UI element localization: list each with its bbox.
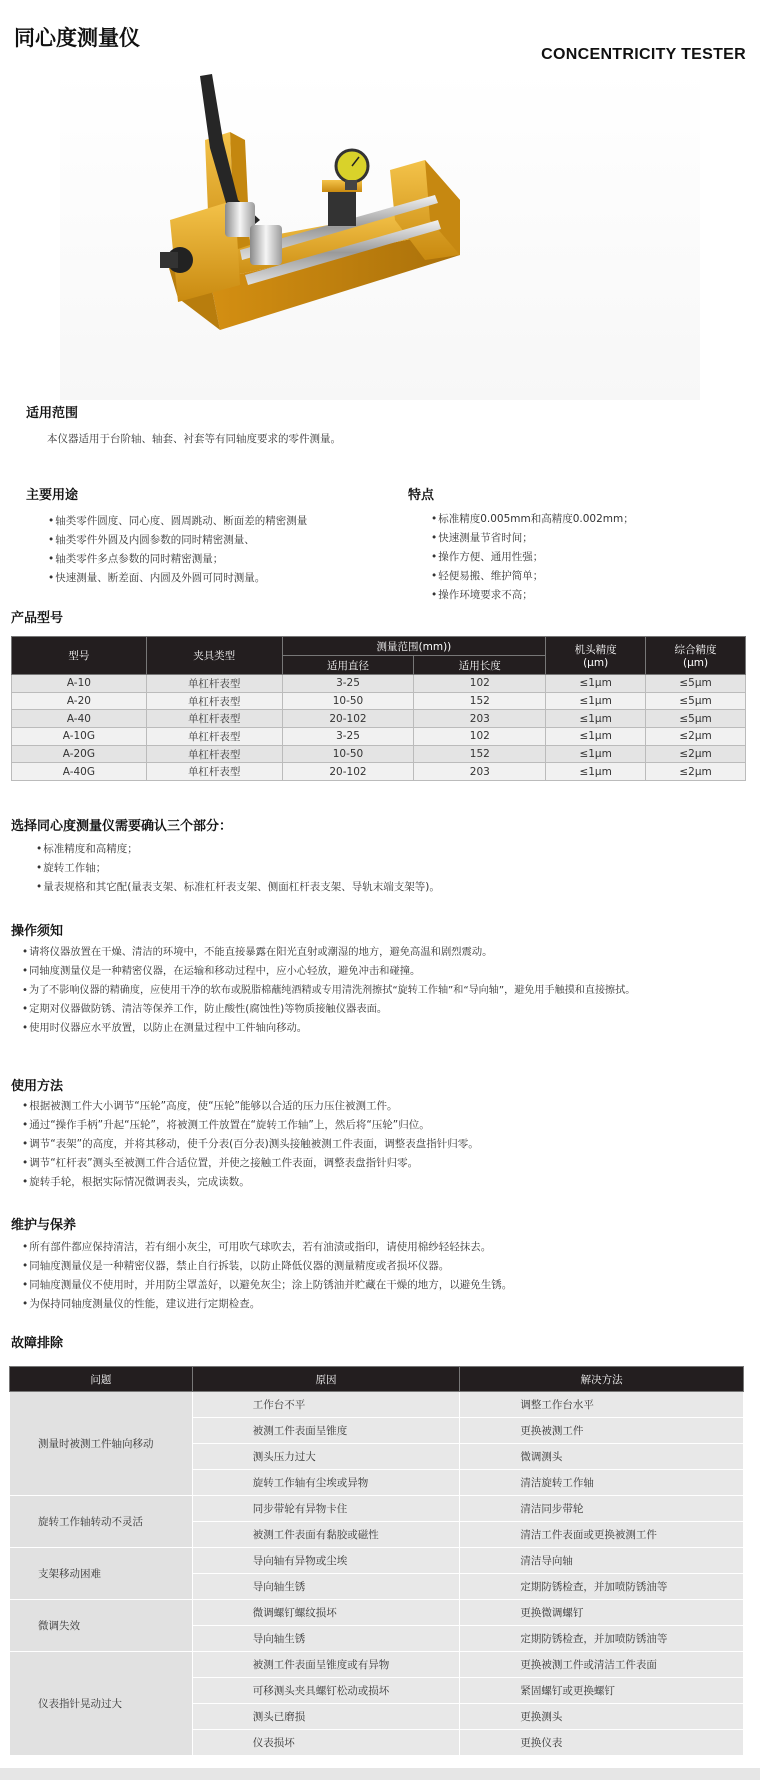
features-item: • 操作环境要求不高； [431, 586, 634, 605]
notice-item: • 同轴度测量仪是一种精密仪器，在运输和移动过程中，应小心轻放，避免冲击和碰撞。 [22, 962, 635, 981]
troubleshooting-table-body [10, 1392, 744, 1756]
table-cell: 102 [414, 675, 546, 693]
solution-cell: 微调测头 [460, 1444, 744, 1470]
table-cell: 单杠杆表型 [146, 710, 282, 728]
page-title: 同心度测量仪 [14, 26, 140, 50]
col-machine-accuracy-line2: (μm) [583, 657, 609, 669]
scope-heading: 适用范围 [26, 406, 79, 421]
usage-item: • 旋转手轮，根据实际情况微调表头，完成读数。 [22, 1173, 479, 1192]
solution-cell: 定期防锈检查，并加喷防锈油等 [460, 1574, 744, 1600]
table-cell: ≤2μm [646, 763, 746, 781]
table-cell: ≤2μm [646, 728, 746, 746]
selection-list [36, 840, 440, 897]
cause-cell: 被测工件表面呈锥度 [192, 1418, 460, 1444]
cause-cell: 测头压力过大 [192, 1444, 460, 1470]
col-total-accuracy-line1: 综合精度 [674, 644, 717, 656]
col-total-accuracy [646, 637, 746, 675]
cause-cell: 测头已磨损 [192, 1704, 460, 1730]
page-title-english: CONCENTRICITY TESTER [541, 46, 746, 63]
col-model: 型号 [12, 637, 147, 675]
scope-text: 本仪器适用于台阶轴、轴套、衬套等有同轴度要求的零件测量。 [47, 433, 341, 445]
table-cell: 单杠杆表型 [146, 675, 282, 693]
table-cell: A-20 [12, 692, 147, 710]
solution-cell: 调整工作台水平 [460, 1392, 744, 1418]
table-row [10, 1652, 744, 1678]
maintenance-item: • 所有部件都应保持清洁，若有细小灰尘，可用吹气球吹去，若有油渍或指印，请使用棉纱轻轻抹去。 [22, 1238, 512, 1257]
solution-cell: 定期防锈检查，并加喷防锈油等 [460, 1626, 744, 1652]
solution-cell: 清洁工件表面或更换被测工件 [460, 1522, 744, 1548]
cause-cell: 微调螺钉螺纹损坏 [192, 1600, 460, 1626]
table-cell: 203 [414, 763, 546, 781]
table-row [10, 1600, 744, 1626]
maintenance-heading: 维护与保养 [11, 1218, 77, 1233]
notice-item: • 请将仪器放置在干燥、清洁的环境中，不能直接暴露在阳光直射或潮湿的地方，避免高温和剧烈震动。 [22, 943, 635, 962]
col-fixture: 夹具类型 [146, 637, 282, 675]
table-cell: ≤1μm [546, 763, 646, 781]
usage-item: • 通过“操作手柄”升起“压轮”，将被测工件放置在“旋转工作轴”上，然后将“压轮”归位。 [22, 1116, 479, 1135]
models-table [11, 636, 746, 781]
features-item: • 快速测量节省时间； [431, 529, 634, 548]
table-cell: ≤1μm [546, 675, 646, 693]
solution-cell: 更换微调螺钉 [460, 1600, 744, 1626]
table-cell: 单杠杆表型 [146, 745, 282, 763]
col-problem: 问题 [10, 1367, 193, 1392]
table-cell: A-40 [12, 710, 147, 728]
col-solution: 解决方法 [460, 1367, 744, 1392]
table-cell: ≤5μm [646, 692, 746, 710]
cause-cell: 被测工件表面呈锥度或有异物 [192, 1652, 460, 1678]
table-cell: 152 [414, 692, 546, 710]
table-cell: ≤1μm [546, 745, 646, 763]
table-row [12, 710, 746, 728]
usage-item: • 根据被测工件大小调节“压轮”高度，使“压轮”能够以合适的压力压住被测工件。 [22, 1097, 479, 1116]
usage-heading: 使用方法 [11, 1079, 64, 1094]
models-heading: 产品型号 [11, 611, 64, 626]
cause-cell: 被测工件表面有黏胶或磁性 [192, 1522, 460, 1548]
table-cell: ≤1μm [546, 692, 646, 710]
table-cell: 10-50 [282, 745, 414, 763]
maintenance-item: • 同轴度测量仪不使用时，并用防尘罩盖好，以避免灰尘；涂上防锈油并贮藏在干燥的地方，以避免生锈。 [22, 1276, 512, 1295]
models-table-body [12, 675, 746, 781]
solution-cell: 清洁同步带轮 [460, 1496, 744, 1522]
col-length: 适用长度 [414, 656, 546, 675]
solution-cell: 清洁导向轴 [460, 1548, 744, 1574]
table-cell: 20-102 [282, 763, 414, 781]
solution-cell: 清洁旋转工作轴 [460, 1470, 744, 1496]
solution-cell: 更换仪表 [460, 1730, 744, 1756]
solution-cell: 更换测头 [460, 1704, 744, 1730]
solution-cell: 紧固螺钉或更换螺钉 [460, 1678, 744, 1704]
table-cell: 152 [414, 745, 546, 763]
usage-item: • 调节“杠杆表”测头至被测工件合适位置，并使之接触工件表面，调整表盘指针归零。 [22, 1154, 479, 1173]
notice-item: • 使用时仪器应水平放置，以防止在测量过程中工件轴向移动。 [22, 1019, 635, 1038]
cause-cell: 旋转工作轴有尘埃或异物 [192, 1470, 460, 1496]
table-cell: ≤2μm [646, 745, 746, 763]
table-row [12, 692, 746, 710]
footer-bar [0, 1768, 760, 1780]
selection-heading: 选择同心度测量仪需要确认三个部分： [11, 819, 233, 834]
notice-heading: 操作须知 [11, 924, 64, 939]
cause-cell: 同步带轮有异物卡住 [192, 1496, 460, 1522]
cause-cell: 仪表损坏 [192, 1730, 460, 1756]
selection-item: • 旋转工作轴； [36, 859, 440, 878]
cause-cell: 导向轴生锈 [192, 1626, 460, 1652]
table-row [12, 728, 746, 746]
cause-cell: 工作台不平 [192, 1392, 460, 1418]
table-cell: 10-50 [282, 692, 414, 710]
uses-item: • 轴类零件多点参数的同时精密测量； [48, 550, 307, 569]
cause-cell: 导向轴有异物或尘埃 [192, 1548, 460, 1574]
table-cell: 3-25 [282, 675, 414, 693]
features-list [431, 510, 634, 605]
table-cell: ≤5μm [646, 710, 746, 728]
features-item: • 轻便易搬、维护简单； [431, 567, 634, 586]
uses-item: • 轴类零件外圆及内圆参数的同时精密测量、 [48, 531, 307, 550]
selection-item: • 量表规格和其它配(量表支架、标准杠杆表支架、侧面杠杆表支架、导轨末端支架等)。 [36, 878, 440, 897]
table-cell: 单杠杆表型 [146, 728, 282, 746]
cause-cell: 导向轴生锈 [192, 1574, 460, 1600]
maintenance-item: • 为保持同轴度测量仪的性能，建议进行定期检查。 [22, 1295, 512, 1314]
table-cell: 102 [414, 728, 546, 746]
cause-cell: 可移测头夹具螺钉松动或损坏 [192, 1678, 460, 1704]
col-range: 测量范围(mm)) [282, 637, 546, 656]
usage-list [22, 1097, 479, 1192]
notice-item: • 为了不影响仪器的精确度，应使用干净的软布或脱脂棉蘸纯酒精或专用清洗剂擦拭“旋转工作轴”和“导向轴”，避免用手触摸和直接擦拭。 [22, 981, 635, 1000]
table-cell: A-20G [12, 745, 147, 763]
table-cell: 单杠杆表型 [146, 763, 282, 781]
notice-list [22, 943, 635, 1038]
problem-cell: 仪表指针晃动过大 [10, 1652, 193, 1756]
table-cell: ≤5μm [646, 675, 746, 693]
table-cell: A-40G [12, 763, 147, 781]
col-machine-accuracy [546, 637, 646, 675]
product-photo [60, 70, 700, 400]
table-cell: 单杠杆表型 [146, 692, 282, 710]
table-cell: A-10 [12, 675, 147, 693]
maintenance-list [22, 1238, 512, 1314]
notice-item: • 定期对仪器做防锈、清洁等保养工作，防止酸性(腐蚀性)等物质接触仪器表面。 [22, 1000, 635, 1019]
troubleshooting-heading: 故障排除 [11, 1336, 64, 1351]
uses-heading: 主要用途 [26, 488, 79, 503]
table-cell: A-10G [12, 728, 147, 746]
concentricity-tester-image [60, 70, 700, 400]
table-cell: ≤1μm [546, 728, 646, 746]
col-diameter: 适用直径 [282, 656, 414, 675]
col-cause: 原因 [192, 1367, 460, 1392]
features-item: • 操作方便、通用性强； [431, 548, 634, 567]
col-machine-accuracy-line1: 机头精度 [574, 644, 617, 656]
table-row [12, 763, 746, 781]
uses-list [48, 512, 307, 588]
uses-item: • 快速测量、断差面、内圆及外圆可同时测量。 [48, 569, 307, 588]
col-total-accuracy-line2: (μm) [682, 657, 709, 669]
problem-cell: 支架移动困难 [10, 1548, 193, 1600]
table-row [12, 745, 746, 763]
maintenance-item: • 同轴度测量仪是一种精密仪器，禁止自行拆装，以防止降低仪器的测量精度或者损坏仪器。 [22, 1257, 512, 1276]
table-cell: 3-25 [282, 728, 414, 746]
usage-item: • 调节“表架”的高度，并将其移动，使千分表(百分表)测头接触被测工件表面，调整表盘指针归零。 [22, 1135, 479, 1154]
features-heading: 特点 [408, 488, 435, 503]
table-row [10, 1392, 744, 1418]
troubleshooting-table [9, 1366, 744, 1756]
table-row [10, 1548, 744, 1574]
solution-cell: 更换被测工件或清洁工件表面 [460, 1652, 744, 1678]
table-cell: 203 [414, 710, 546, 728]
problem-cell: 旋转工作轴转动不灵活 [10, 1496, 193, 1548]
uses-item: • 轴类零件圆度、同心度、圆周跳动、断面差的精密测量 [48, 512, 307, 531]
table-row [12, 675, 746, 693]
features-item: • 标准精度0.005mm和高精度0.002mm； [431, 510, 634, 529]
problem-cell: 微调失效 [10, 1600, 193, 1652]
selection-item: • 标准精度和高精度； [36, 840, 440, 859]
problem-cell: 测量时被测工件轴向移动 [10, 1392, 193, 1496]
table-cell: ≤1μm [546, 710, 646, 728]
table-cell: 20-102 [282, 710, 414, 728]
table-row [10, 1496, 744, 1522]
solution-cell: 更换被测工件 [460, 1418, 744, 1444]
